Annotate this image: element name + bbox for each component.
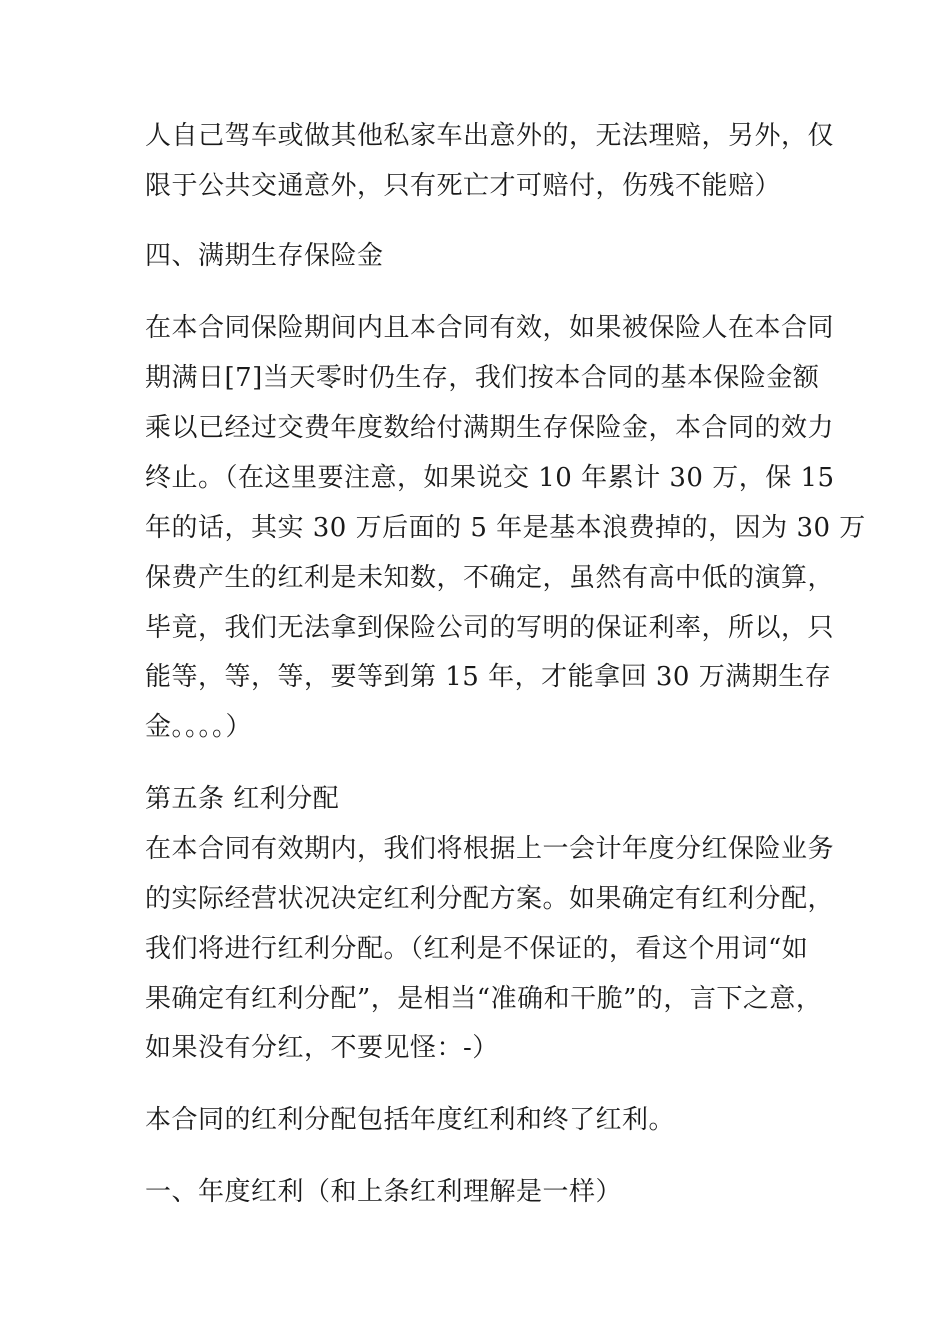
paragraph-line: 毕竟，我们无法拿到保险公司的写明的保证利率，所以，只 <box>145 613 835 643</box>
section-heading: 一、年度红利（和上条红利理解是一样） <box>145 1177 623 1207</box>
paragraph-line: 年的话，其实 30 万后面的 5 年是基本浪费掉的，因为 30 万 <box>145 513 866 543</box>
section-heading: 四、满期生存保险金 <box>145 241 384 271</box>
paragraph-line: 限于公共交通意外，只有死亡才可赔付，伤残不能赔） <box>145 171 782 201</box>
paragraph-line: 在本合同保险期间内且本合同有效，如果被保险人在本合同 <box>145 313 835 343</box>
paragraph-line: 在本合同有效期内，我们将根据上一会计年度分红保险业务 <box>145 834 835 864</box>
paragraph-line: 我们将进行红利分配。（红利是不保证的，看这个用词“如 <box>145 934 809 964</box>
paragraph-line: 乘以已经过交费年度数给付满期生存保险金，本合同的效力 <box>145 413 835 443</box>
paragraph-line: 人自己驾车或做其他私家车出意外的，无法理赔，另外，仅 <box>145 121 835 151</box>
paragraph-line: 能等，等，等，要等到第 15 年，才能拿回 30 万满期生存 <box>145 662 832 692</box>
paragraph-line: 本合同的红利分配包括年度红利和终了红利。 <box>145 1105 676 1135</box>
article-heading: 第五条 红利分配 <box>145 784 340 814</box>
paragraph-line: 如果没有分红，不要见怪：-） <box>145 1033 499 1063</box>
paragraph-line: 金。。。。） <box>145 712 253 742</box>
paragraph-line: 果确定有红利分配”，是相当“准确和干脆”的，言下之意， <box>145 984 823 1014</box>
paragraph-line: 终止。（在这里要注意，如果说交 10 年累计 30 万，保 15 <box>145 463 835 493</box>
paragraph-line: 保费产生的红利是未知数，不确定，虽然有高中低的演算， <box>145 563 835 593</box>
paragraph-line: 期满日[7]当天零时仍生存，我们按本合同的基本保险金额 <box>145 363 820 393</box>
paragraph-line: 的实际经营状况决定红利分配方案。如果确定有红利分配， <box>145 884 835 914</box>
